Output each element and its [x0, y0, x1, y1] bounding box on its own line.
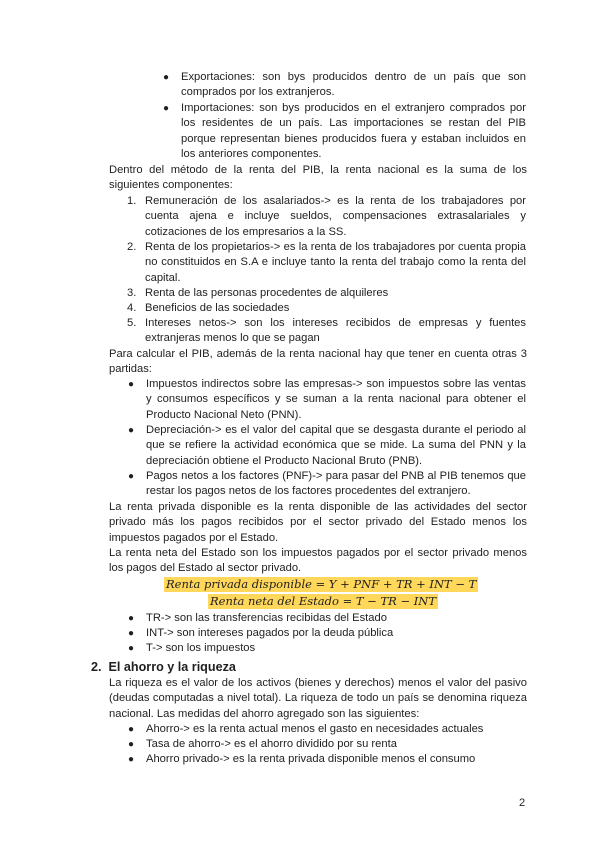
- paragraph-renta-privada: La renta privada disponible es la renta disponible de las actividades del sector privado más los pagos recibidos por el sector privado del Estado menos los impuestos pagados por el Estado.: [109, 501, 527, 544]
- bullet-icon: ●: [128, 739, 135, 750]
- list-item: ● Ahorro-> es la renta actual menos el gasto en necesidades actuales: [146, 722, 526, 737]
- list-item: 3. Renta de las personas procedentes de alquileres: [127, 287, 389, 299]
- paragraph-pib: Para calcular el PIB, además de la renta nacional hay que tener en cuenta otras 3 partidas:: [109, 348, 527, 376]
- paragraph-renta-nacional: Dentro del método de la renta del PIB, la renta nacional es la suma de los siguientes componentes:: [109, 164, 527, 192]
- bullet-icon: ●: [128, 754, 135, 765]
- bullet-icon: ●: [128, 425, 135, 436]
- list-item: 1. Remuneración de los asalariados-> es la renta de los trabajadores por cuenta ajena e incluye sueldos, compensaciones extrasalariales y cotizaciones de los empresarios a la SS.: [127, 195, 526, 238]
- list-item: 2. Renta de los propietarios-> es la renta de los trabajadores por cuenta propia no constituidos en S.A e incluye tanto la renta del trabajo como la renta del capital.: [127, 241, 526, 284]
- paragraph-riqueza: La riqueza es el valor de los activos (bienes y derechos) menos el valor del pasivo (deudas computadas a nivel total). La riqueza de todo un país se denomina riqueza nacional. Las medidas del ahorro agregado son las siguientes:: [109, 677, 527, 720]
- list-item: ● Pagos netos a los factores (PNF)-> para pasar del PNB al PIB tenemos que restar los pagos netos de los factores procedentes del extranjero.: [128, 470, 526, 498]
- list-item: ● Ahorro privado-> es la renta privada disponible menos el consumo: [146, 752, 526, 767]
- section-heading: 2. El ahorro y la riqueza: [91, 660, 236, 674]
- bullet-icon: ●: [128, 613, 135, 624]
- bullet-icon: ●: [163, 103, 170, 114]
- list-item: ● Impuestos indirectos sobre las empresas-> son impuestos sobre las ventas y consumos específicos y se suman a la renta nacional para obtener el Producto Nacional Neto (PNN).: [128, 378, 526, 421]
- paragraph-renta-estado: La renta neta del Estado son los impuestos pagados por el sector privado menos los pagos del Estado al sector privado.: [109, 547, 527, 575]
- bullet-icon: ●: [163, 72, 170, 83]
- bullet-icon: ●: [128, 724, 135, 735]
- list-item: 5. Intereses netos-> son los intereses recibidos de empresas y fuentes extranjeras menos lo que se pagan: [127, 317, 526, 345]
- bullet-icon: ●: [128, 628, 135, 639]
- list-item: ● INT-> son intereses pagados por la deuda pública: [146, 626, 526, 641]
- list-item: ● Importaciones: son bys producidos en el extranjero comprados por los residentes de un país. Las importaciones se restan del PIB porque representan bienes producidos fuera y estaban incluidos en los anteriores componentes.: [163, 102, 526, 160]
- bullet-icon: ●: [128, 379, 135, 390]
- list-item: ● Depreciación-> es el valor del capital que se desgasta durante el periodo al que se refiere la actividad económica que se mide. La suma del PNN y la depreciación obtiene el Producto Nacional Bruto (PNB).: [128, 424, 526, 467]
- bullet-icon: ●: [128, 471, 135, 482]
- page-number: 2: [519, 797, 526, 809]
- list-item: ● TR-> son las transferencias recibidas del Estado: [146, 611, 526, 626]
- formula-renta-privada: Renta privada disponible = Y + PNF + TR + INT − T: [166, 577, 477, 591]
- list-item: ● T-> son los impuestos: [146, 641, 526, 656]
- formula-renta-estado: Renta neta del Estado = T − TR − INT: [210, 594, 437, 608]
- list-item: ● Exportaciones: son bys producidos dentro de un país que son comprados por los extranjeros.: [163, 71, 526, 99]
- bullet-icon: ●: [128, 643, 135, 654]
- list-item: 4. Beneficios de las sociedades: [127, 302, 290, 314]
- list-item: ● Tasa de ahorro-> es el ahorro dividido por su renta: [146, 737, 526, 752]
